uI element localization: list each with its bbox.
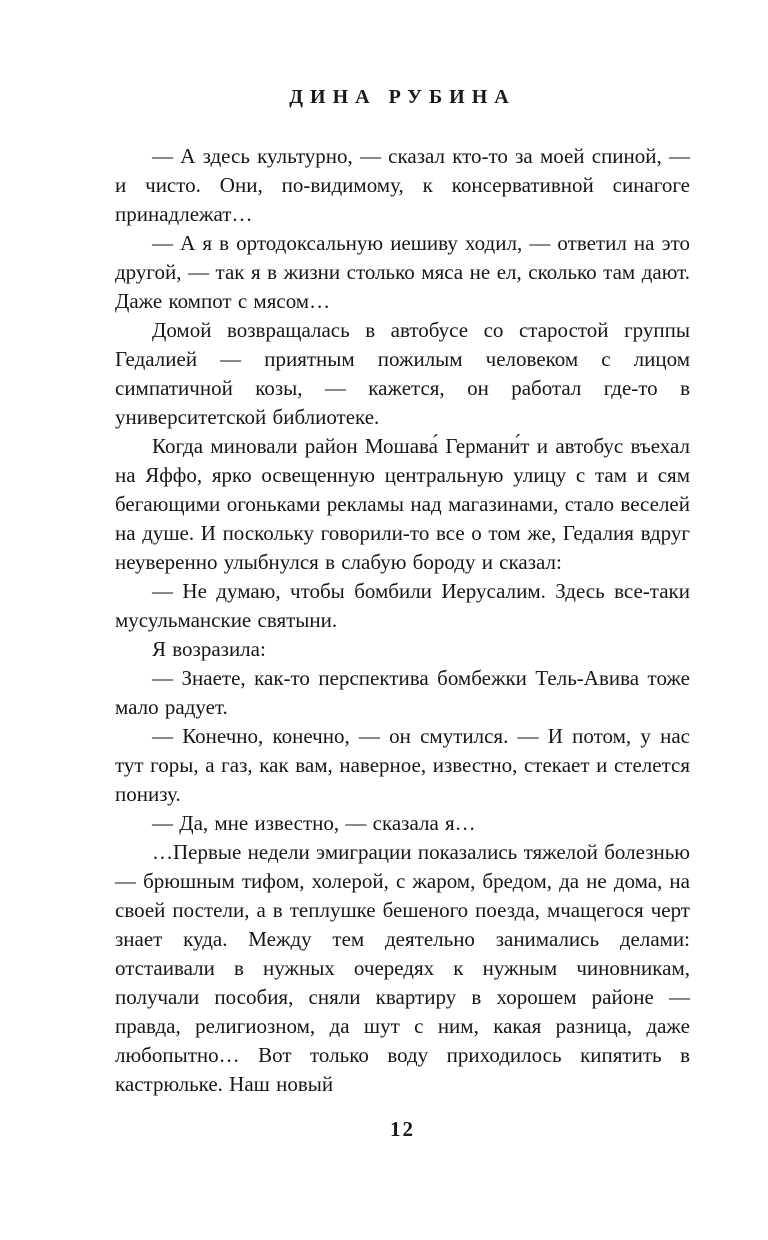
- paragraph: — Конечно, конечно, — он смутился. — И потом, у нас тут горы, а газ, как вам, наверное, известно, стекает и стелется понизу.: [115, 724, 690, 806]
- paragraph: Домой возвращалась в автобусе со старостой группы Гедалией — приятным пожилым человеком с лицом симпатичной козы, — кажется, он работал где-то в университетской библиотеке.: [115, 318, 690, 429]
- paragraph: — Да, мне известно, — сказала я…: [152, 811, 476, 835]
- body-text: [115, 142, 690, 1099]
- paragraph: — А здесь культурно, — сказал кто-то за моей спиной, — и чисто. Они, по-видимому, к консервативной синагоге принадлежат…: [115, 144, 690, 226]
- paragraph: Когда миновали район Мошава́ Германи́т и автобус въехал на Яффо, ярко освещенную центральную улицу с там и сям бегающими огоньками рекламы над магазинами, стало веселей на душе. И поскольку говорили-то все о том же, Гедалия вдруг неуверенно улыбнулся в слабую бороду и сказал:: [115, 434, 690, 574]
- paragraph: — Знаете, как-то перспектива бомбежки Тель-Авива тоже мало радует.: [115, 666, 690, 719]
- running-head: ДИНА РУБИНА: [289, 86, 516, 108]
- paragraph: …Первые недели эмиграции показались тяжелой болезнью — брюшным тифом, холерой, с жаром, бредом, да не дома, на своей постели, а в теплушке бешеного поезда, мчащегося черт знает куда. Между тем деятельно занимались делами: отстаивали в нужных очередях к нужным чиновникам, получали пособия, сняли квартиру в хорошем районе — правда, религиозном, да шут с ним, какая разница, даже любопытно… Вот только воду приходилось кипятить в кастрюльке. Наш новый: [115, 840, 690, 1096]
- page-number: 12: [390, 1117, 415, 1141]
- paragraph: — Не думаю, чтобы бомбили Иерусалим. Здесь все-таки мусульманские святыни.: [115, 579, 690, 632]
- paragraph: — А я в ортодоксальную иешиву ходил, — ответил на это другой, — так я в жизни столько мяса не ел, сколько там дают. Даже компот с мясом…: [115, 231, 690, 313]
- paragraph: Я возразила:: [152, 637, 266, 661]
